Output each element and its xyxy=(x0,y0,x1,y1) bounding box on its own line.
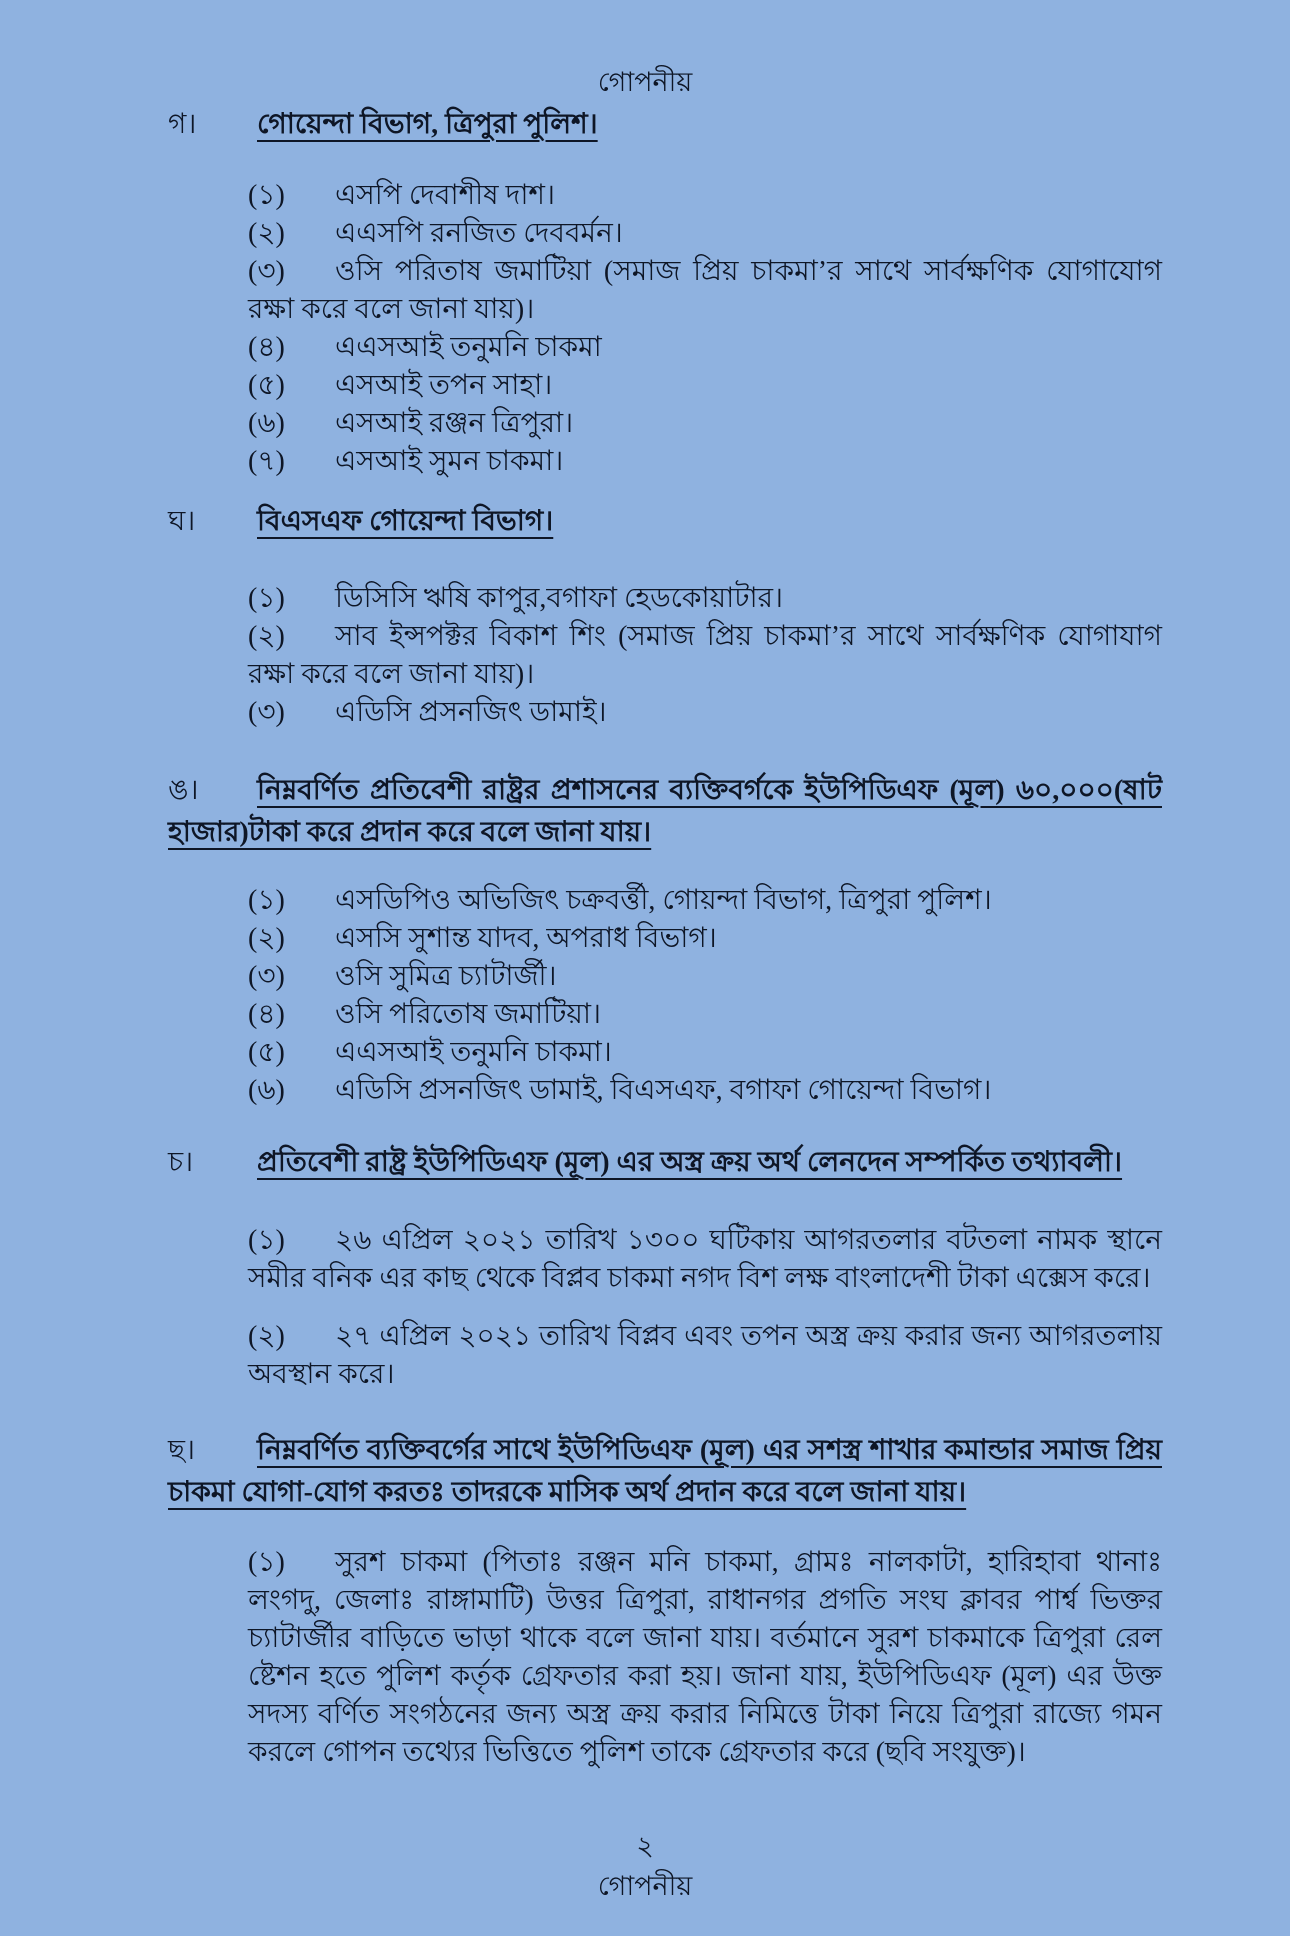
item-number: (৫) xyxy=(248,1037,285,1068)
section-heading: নিম্নবর্ণিত প্রতিবেশী রাষ্ট্রর প্রশাসনের ব্যক্তিবর্গকে ইউপিডিএফ (মূল) ৬০,০০০(ষাট হাজার)টাকা করে প্রদান করে বলে জানা যায়। xyxy=(168,775,1162,848)
list-item xyxy=(248,1034,1162,1072)
item-text: ২৭ এপ্রিল ২০২১ তারিখ বিপ্লব এবং তপন অস্ত্র ক্রয় করার জন্য আগরতলায় অবস্থান করে। xyxy=(248,1321,1162,1390)
item-number: (২) xyxy=(248,1321,285,1352)
item-list xyxy=(248,177,1162,481)
section-cha xyxy=(168,1430,1162,1772)
section-heading-row xyxy=(168,1430,1162,1514)
item-number: (২) xyxy=(248,923,285,954)
item-text: সুরশ চাকমা (পিতাঃ রঞ্জন মনি চাকমা, গ্রামঃ নালকাটা, হারিহাবা থানাঃ লংগদু, জেলাঃ রাঙ্গামাটি) উত্তর ত্রিপুরা, রাধানগর প্রগতি সংঘ ক্লাবর পার্শ্ব ভিক্তর চ্যাটার্জীর বাড়িতে ভাড়া থাকে বলে জানা যায়। বর্তমানে সুরশ চাকমাকে ত্রিপুরা রেল ষ্টেশন হতে পুলিশ কর্তৃক গ্রেফতার করা হয়। জানা যায়, ইউপিডিএফ (মূল) এর উক্ত সদস্য বর্ণিত সংগঠনের জন্য অস্ত্র ক্রয় করার নিমিত্তে টাকা নিয়ে ত্রিপুরা রাজ্যে গমন করলে গোপন তথ্যের ভিত্তিতে পুলিশ তাকে গ্রেফতার করে (ছবি সংযুক্ত)। xyxy=(248,1547,1162,1768)
list-item xyxy=(248,443,1162,481)
section-ga xyxy=(168,104,1162,481)
item-text: এসপি দেবাশীষ দাশ। xyxy=(335,180,556,211)
list-item xyxy=(248,329,1162,367)
list-item xyxy=(248,1072,1162,1110)
list-item xyxy=(248,694,1162,732)
item-text: ২৬ এপ্রিল ২০২১ তারিখ ১৩০০ ঘটিকায় আগরতলার বটতলা নামক স্থানে সমীর বনিক এর কাছ থেকে বিপ্লব চাকমা নগদ বিশ লক্ষ বাংলাদেশী টাকা এক্সেস করে। xyxy=(248,1225,1162,1294)
item-number: (১) xyxy=(248,180,285,211)
confidential-footer: গোপনীয় xyxy=(597,1871,693,1901)
page-footer xyxy=(0,1826,1290,1906)
item-text: এএসআই তনুমনি চাকমা। xyxy=(335,1037,612,1068)
list-item xyxy=(248,215,1162,253)
list-item xyxy=(248,958,1162,996)
list-item xyxy=(248,618,1162,694)
item-number: (১) xyxy=(248,885,285,916)
item-text: এএসপি রনজিত দেববর্মন। xyxy=(335,218,623,249)
item-number: (২) xyxy=(248,621,285,652)
list-item xyxy=(248,882,1162,920)
list-item xyxy=(248,367,1162,405)
section-heading-row xyxy=(168,501,1162,543)
page-number: ২ xyxy=(636,1831,654,1861)
section-heading: গোয়েন্দা বিভাগ, ত্রিপুরা পুলিশ। xyxy=(257,109,598,140)
section-heading-row xyxy=(168,104,1162,146)
item-number: (১) xyxy=(248,1225,285,1256)
item-number: (৭) xyxy=(248,446,285,477)
item-text: এসডিপিও অভিজিৎ চক্রবর্ত্তী, গোয়ন্দা বিভাগ, ত্রিপুরা পুলিশ। xyxy=(335,885,992,916)
list-item xyxy=(248,405,1162,443)
item-number: (২) xyxy=(248,218,285,249)
section-gha xyxy=(168,501,1162,732)
list-item xyxy=(248,177,1162,215)
section-heading-row xyxy=(168,770,1162,854)
item-number: (৬) xyxy=(248,1075,285,1106)
item-number: (৩) xyxy=(248,961,285,992)
item-text: এসআই সুমন চাকমা। xyxy=(335,446,564,477)
item-text: এডিসি প্রসনজিৎ ডামাই। xyxy=(335,697,607,728)
section-label: ঘ। xyxy=(168,506,196,537)
item-list xyxy=(248,580,1162,732)
item-text: এসআই রঞ্জন ত্রিপুরা। xyxy=(335,408,574,439)
item-number: (৪) xyxy=(248,999,285,1030)
list-item xyxy=(248,920,1162,958)
section-nga xyxy=(168,770,1162,1110)
list-item xyxy=(248,1318,1162,1394)
item-number: (৩) xyxy=(248,256,285,287)
item-number: (৬) xyxy=(248,408,285,439)
item-text: এএসআই তনুমনি চাকমা xyxy=(335,332,602,363)
list-item xyxy=(248,580,1162,618)
section-label: চ। xyxy=(168,1147,194,1178)
list-item xyxy=(248,253,1162,329)
item-text: ডিসিসি ঋষি কাপুর,বগাফা হেডকোয়াটার। xyxy=(335,583,784,614)
section-label: ছ। xyxy=(168,1435,195,1466)
item-list xyxy=(248,1544,1162,1772)
section-label: ঙ। xyxy=(168,775,199,806)
item-number: (১) xyxy=(248,583,285,614)
item-number: (৪) xyxy=(248,332,285,363)
item-list xyxy=(248,882,1162,1110)
item-text: এডিসি প্রসনজিৎ ডামাই, বিএসএফ, বগাফা গোয়েন্দা বিভাগ। xyxy=(335,1075,992,1106)
section-heading: নিম্নবর্ণিত ব্যক্তিবর্গের সাথে ইউপিডিএফ (মূল) এর সশস্ত্র শাখার কমান্ডার সমাজ প্রিয় চাকমা যোগা-যোগ করতঃ তাদরকে মাসিক অর্থ প্রদান করে বলে জানা যায়। xyxy=(168,1435,1162,1508)
list-item xyxy=(248,1544,1162,1772)
item-text: এসসি সুশান্ত যাদব, অপরাধ বিভাগ। xyxy=(335,923,717,954)
item-text: সাব ইন্সপক্টর বিকাশ শিং (সমাজ প্রিয় চাকমা’র সাথে সার্বক্ষণিক যোগাযাগ রক্ষা করে বলে জানা যায়)। xyxy=(248,621,1162,690)
section-heading-row xyxy=(168,1142,1162,1184)
item-text: ওসি পরিতোষ জমাটিয়া। xyxy=(335,999,601,1030)
section-heading: বিএসএফ গোয়েন্দা বিভাগ। xyxy=(257,506,554,537)
section-heading: প্রতিবেশী রাষ্ট্র ইউপিডিএফ (মূল) এর অস্ত্র ক্রয় অর্থ লেনদেন সম্পর্কিত তথ্যাবলী। xyxy=(257,1147,1123,1178)
list-item xyxy=(248,996,1162,1034)
item-number: (৩) xyxy=(248,697,285,728)
item-text: ওসি সুমিত্র চ্যাটার্জী। xyxy=(335,961,557,992)
item-text: এসআই তপন সাহা। xyxy=(335,370,553,401)
section-ca xyxy=(168,1142,1162,1394)
section-label: গ। xyxy=(168,109,197,140)
confidential-header: গোপনীয় xyxy=(597,67,693,97)
item-number: (১) xyxy=(248,1547,285,1578)
item-text: ওসি পরিতাষ জমাটিয়া (সমাজ প্রিয় চাকমা’র সাথে সার্বক্ষণিক যোগাযোগ রক্ষা করে বলে জানা যায়)। xyxy=(248,256,1162,325)
list-item xyxy=(248,1222,1162,1298)
item-list xyxy=(248,1222,1162,1394)
item-number: (৫) xyxy=(248,370,285,401)
